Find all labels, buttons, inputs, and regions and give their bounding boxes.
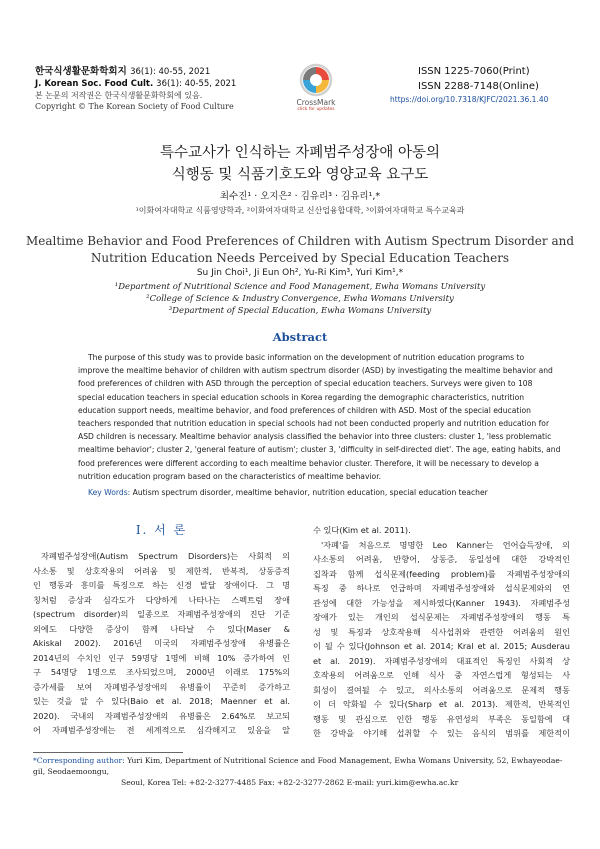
body-line: 증가세를 보여 자폐범주성장애의 유병률이 꾸준히 증가하고 xyxy=(33,681,290,692)
title-en-line2: Nutrition Education Needs Perceived by Special Education Teachers xyxy=(90,251,510,265)
journal-name-en xyxy=(35,78,285,90)
body-line: 구 54명당 1명으로 조사되었으며, 2000년 이래로 175%의 xyxy=(33,667,290,677)
journal-title-en: J. Korean Soc. Food Cult. xyxy=(35,79,154,89)
crossmark-label: CrossMark xyxy=(296,98,336,107)
body-line: 이 될 수 있다(Johnson et al. 2014; Kral et al. 2015; Ausderau xyxy=(313,641,570,651)
abstract-line: improve the mealtime behavior of children with autism spectrum disorder (ASD) by investigating the mealtime behavior and xyxy=(78,366,553,376)
abstract-line: special education teachers in special education schools in Korea regarding the demographic characteristics, nutrition xyxy=(78,392,525,402)
abstract-line: The purpose of this study was to provide basic information on the development of nutrition education programs to xyxy=(88,353,525,362)
body-line: 수 있다(Kim et al. 2011). xyxy=(313,525,411,535)
authors-kr: 최수진¹ · 오지은² · 김유리³ · 김유리¹,* xyxy=(219,191,381,202)
body-line: 장애가 있는 개인의 섭식문제는 자폐범주성장애의 행동 특 xyxy=(313,612,570,622)
body-line: 이 더 악화될 수 있다(Sharp et al. 2013). 제한적, 반복적인 xyxy=(313,699,570,709)
journal-name-kr xyxy=(35,66,285,78)
footnote-text-2: Seoul, Korea Tel: +82-2-3277-4485 Fax: +82-2-3277-2862 E-mail: yuri.kim@ewha.ac.kr xyxy=(121,778,459,787)
footnote-line-1 xyxy=(33,755,573,777)
journal-pages-en: 36(1): 40-55, 2021 xyxy=(156,79,237,89)
body-line: Akiskal 2002). 2016년 미국의 자폐범주성장애 유병률은 xyxy=(33,638,290,648)
abstract-heading: Abstract xyxy=(272,330,328,344)
body-line: et al. 2019). 자폐범주성장애의 대표적인 특징인 사회적 상 xyxy=(313,655,570,666)
authors-en: Su Jin Choi¹, Ji Eun Oh², Yu-Ri Kim³, Yuri Kim¹,* xyxy=(196,268,404,278)
abstract-line: nutrition education program based on the characteristics of mealtime behavior. xyxy=(78,471,382,481)
journal-header xyxy=(35,66,285,112)
body-line: 외에도 다양한 증상이 함께 나타날 수 있다(Maser & xyxy=(33,623,290,634)
body-line: 사소통 및 상호작용의 어려움 및 제한적, 반복적, 상동증적 xyxy=(33,565,290,576)
body-line: 칭처럼 증상과 심각도가 다양하게 나타나는 스펙트럼 장애 xyxy=(33,594,290,605)
body-line: 자폐범주성장애(Autism Spectrum Disorders)는 사회적 의 xyxy=(41,551,290,561)
body-line: 한 강박을 야기해 섭취할 수 있는 음식의 범위를 제한적이 xyxy=(313,728,570,738)
body-line: 성 및 특징과 상호작용해 식사섭취와 관련한 어려움의 원인 xyxy=(313,626,570,637)
crossmark-badge[interactable] xyxy=(285,63,347,113)
footnote-label: *Corresponding author: xyxy=(33,756,125,765)
body-line: '자폐'를 처음으로 명명한 Leo Kanner는 언어습득장애, 의 xyxy=(321,539,570,550)
affiliations-kr: ¹이화여자대학교 식품영양학과, ²이화여자대학교 신산업융합대학, ³이화여자대학교 특수교육과 xyxy=(135,206,465,215)
affiliation-en-1: ¹Department of Nutritional Science and Food Management, Ewha Womans University xyxy=(114,282,486,292)
body-line: 특징 중 하나로 언급하며 자폐범주성장애와 섭식문제와의 연 xyxy=(313,583,570,593)
crossmark-icon xyxy=(299,63,333,97)
copyright-kr: 본 논문의 저작권은 한국식생활문화학회에 있음. xyxy=(35,91,203,100)
body-column-right xyxy=(313,523,570,741)
doi-link[interactable]: https://doi.org/10.7318/KJFC/2021.36.1.40 xyxy=(390,95,549,104)
title-kr-line2: 식행동 및 식품기호도와 영양교육 요구도 xyxy=(171,167,429,183)
body-line: 어 자폐범주성장애는 전 세계적으로 심각해지고 있음을 알 xyxy=(33,725,290,735)
body-column-left xyxy=(33,549,290,738)
body-line: 관성에 대한 가능성을 제시하였다(Kanner 1943). 자폐범주성 xyxy=(313,597,570,608)
issn-online: ISSN 2288-7148(Online) xyxy=(418,81,539,92)
section-heading-intro: I. 서 론 xyxy=(135,523,188,537)
abstract-body xyxy=(78,351,561,483)
keywords-label: Key Words: xyxy=(88,488,131,497)
body-line: 회성이 결여될 수 있고, 의사소통의 어려움으로 문제적 행동 xyxy=(313,684,570,695)
body-line: 집착과 함께 섭식문제(feeding problem)를 자폐범주성장애의 xyxy=(313,568,570,579)
abstract-line: food preferences were different according to each mealtime behavior cluster. Therefore, it will be necessary to develop a xyxy=(78,458,539,468)
title-kr-line1: 특수교사가 인식하는 자폐범주성장애 아동의 xyxy=(160,145,440,161)
abstract-line: ASD children is necessary. Mealtime behavior analysis classified the behavior into three clusters: cluster 1, 'less problematic xyxy=(78,432,552,442)
footnote-text-1: Yuri Kim, Department of Nutritional Science and Food Management, Ewha Womans University, 52, Ewhayeodae-gil, Seodaemoongu, xyxy=(33,756,563,776)
body-line: 사소통의 어려움, 반향어, 상동증, 동일성에 대한 강박적인 xyxy=(313,554,570,564)
copyright-en: Copyright © The Korean Society of Food Culture xyxy=(35,102,234,111)
crossmark-sub: click for updates xyxy=(297,107,335,112)
corresponding-author-footnote xyxy=(33,755,573,788)
affiliation-en-2: ²College of Science & Industry Convergence, Ewha Womans University xyxy=(146,294,454,304)
body-line: 행동 및 관심으로 인한 행동 유연성의 부족은 동일함에 대 xyxy=(313,713,570,724)
keywords xyxy=(88,488,488,497)
affiliation-en-3: ³Department of Special Education, Ewha Womans University xyxy=(168,306,432,316)
keywords-list: Autism spectrum disorder, mealtime behavior, nutrition education, special education teacher xyxy=(132,488,488,497)
body-line: 인 행동과 흥미를 특징으로 하는 신경 발달 장애이다. 그 명 xyxy=(33,580,290,590)
body-line: 호작용의 어려움으로 인해 식사 중 자연스럽게 형성되는 사 xyxy=(313,670,570,680)
abstract-line: food preferences of children with ASD through the perception of special education teachers. Surveys were given to 108 xyxy=(78,379,533,389)
body-line: 있는 것을 알 수 있다(Baio et al. 2018; Maenner et al. xyxy=(33,696,290,706)
body-line: 2014년의 수치인 인구 59명당 1명에 비해 10% 증가하여 인 xyxy=(33,652,290,663)
issn-block xyxy=(390,64,568,105)
abstract-line: education support needs, mealtime behavior, and food preferences of children with ASD. Most of the special education xyxy=(78,405,531,415)
journal-title-kr: 한국식생활문화학회지 xyxy=(35,66,127,77)
title-en-line1: Mealtime Behavior and Food Preferences of Children with Autism Spectrum Disorder and xyxy=(25,234,575,248)
footnote-rule xyxy=(33,752,183,753)
abstract-line: mealtime behavior'; cluster 2, 'general feature of autism'; cluster 3, 'difficulty in self-directed diet'. The age, eating habits, and xyxy=(78,445,561,455)
body-line: (spectrum disorder)의 일종으로 자폐범주성장애의 진단 기준 xyxy=(33,609,290,619)
body-line: 2020). 국내의 자폐범주성장애의 유병률은 2.64%로 보고되 xyxy=(33,710,290,721)
journal-pages-kr: 36(1): 40-55, 2021 xyxy=(130,67,211,77)
issn-print: ISSN 1225-7060(Print) xyxy=(418,66,530,77)
abstract-line: teachers responded that nutrition education in special schools had not been conducted properly and nutrition education for xyxy=(78,419,550,429)
